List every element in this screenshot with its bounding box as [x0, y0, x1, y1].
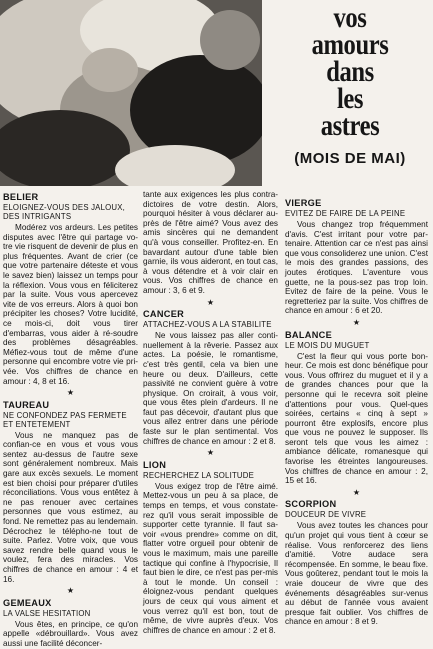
headline-subtitle: (MOIS DE MAI)	[294, 150, 406, 167]
sign-body: Vous avez toutes les chances pour qu'un projet qui vous tient à cœur se réalise. Vous renforcerez des liens d'amitié. Votre audace sera récompensée. En somme, le beau fixe. Vous goûterez, pendant tout le mois la vraie douceur de vivre que des événements désagréables sur-venus au début de l'année vous avaient presque fait oublier. Vos chiffres de chance en amour : 8 et 9.	[285, 521, 428, 627]
sign-scorpion	[285, 499, 428, 627]
star-separator: ★	[352, 487, 361, 497]
sign-taureau	[3, 400, 138, 585]
star-separator: ★	[206, 297, 215, 307]
headline-line: dans	[326, 55, 374, 88]
sign-subtitle: LA VALSE HESITATION	[3, 608, 91, 618]
sign-subtitle: EVITEZ DE FAIRE DE LA PEINE	[285, 209, 406, 218]
headline-line: les	[336, 82, 364, 115]
sign-name: LION	[143, 459, 167, 470]
sign-body: Ne vous laissez pas aller conti-nuellement à la rêverie. Passez aux actes. La poésie, le romantisme, c'est très gentil, cela va bien une heure ou deux. D'ailleurs, cette passivité ne convient guère à votre physique. On croirait, à vous voir, que vous êtes plein d'ardeurs. Il ne faut pas décevoir, d'autant plus que vous allez entrer dans une période faste sur le plan sentimental. Vos chiffres de chance en amour : 2 et 8.	[143, 331, 278, 446]
sign-cancer	[143, 309, 278, 446]
couple-photo	[0, 0, 262, 186]
sign-body: Vous ne manquez pas de confian-ce en vous et vous vous sentez au-dessus de l'autre sexe sont généralement nombreux. Mais gare aux excès sexuels. Le moment est bien choisi pour préparer d'utiles réconciliations. Vous vous entêtez à ne pas renouer avec certaines personnes que vous estimez, au fond. Ne remettez pas au lendemain. Décrochez le télépho-ne tout de suite. Parlez. Votre voix, que vous savez rendre belle quand vous le voulez, fera des miracles. Vos chiffres de chance en amour : 4 et 16.	[3, 430, 138, 584]
sign-vierge	[285, 198, 428, 316]
sign-lion	[143, 460, 278, 636]
sign-name: BALANCE	[285, 329, 333, 340]
headline-line: astres	[320, 109, 380, 142]
sign-body: Vous êtes, en principe, ce qu'on appelle «débrouillard». Vous avez aussi une facilité déconcer-	[3, 619, 138, 648]
headline-line: vos	[333, 1, 367, 34]
sign-name: CANCER	[143, 309, 185, 320]
sign-body: Modérez vos ardeurs. Les petites disputes avec l'être qui partage vo-tre vie risquent de devenir de plus en plus fréquentes. Avant de crier (ce que votre partenaire déteste et vous le savez bien) laissez un temps pour la réflexion. Vous vous en féliciterez par la suite. Vous vous apercevez vite de vos erreurs. Alors à quoi bon précipiter les choses? Votre lucidité, ce mois-ci, doit vous tirer d'embarras, vous aider à ré-soudre des problèmes désagréables. Méfiez-vous tout de même d'une personne qui encombre votre vie pri-vée. Vos chiffres de chance en amour : 4, 8 et 16.	[3, 223, 138, 386]
sign-body: Vous exigez trop de l'être aimé. Mettez-vous un peu à sa place, de temps en temps, et vous constate-rez qu'il vous serait impossible de supporter cette tyrannie. Il faut sa-voir «vous prendre» comme on dit, flatter votre orgueil pour obtenir de vous le maximum, mais une pareille tactique qui confine à l'hypocrisie, Il faut bien le dire, ce n'est pas per-mis à tout le monde. Un conseil : éloignez-vous pendant quelques jours de ceux qui vous aiment et vous verrez qu'il est bon, tout de même, de vivre auprès d'eux. Vos chiffres de chance en amour : 2 et 8.	[143, 481, 278, 635]
sign-subtitle: NE CONFONDEZ PAS FERMETE ET ENTETEMENT	[3, 410, 127, 429]
sign-name: VIERGE	[285, 198, 322, 208]
gemeaux-continuation: tante aux exigences les plus contra-dictoires de votre destin. Alors, pourquoi hésiter à vous déclarer au-près de l'être aimé? Vous avez des amis sincères qui ne demandent qu'à vous conseiller. Profitez-en. En bavardant autour d'une table bien garnie, ils vous aideront, en tout cas, à vous détendre et à voir clair en vous. Vos chiffres de chance en amour : 3, 6 et 9.	[143, 190, 278, 295]
star-separator: ★	[206, 448, 215, 458]
column-2	[143, 190, 278, 635]
sign-name: TAUREAU	[3, 399, 50, 410]
sign-body: C'est la fleur qui vous porte bon-heur. Ce mois est donc bénéfique pour vous. Vous offrirez du muguet et il y a de grandes chances pour que la personne qui le recevra soit pleine d'attentions pour vous. Quel-ques soirées, certains « cinq à sept » pourront être explosifs, encore plus que vous ne pouvez le supposer. Ils seront tels que vous les aimez : ambiance délicate, romanesque qui favorise les étreintes langoureuses. Vos chiffres de chance en amour : 2, 15 et 16.	[285, 351, 428, 486]
sign-subtitle: RECHERCHEZ LA SOLITUDE	[143, 470, 254, 480]
star-separator: ★	[66, 388, 75, 398]
star-separator: ★	[66, 586, 75, 596]
sign-name: SCORPION	[285, 499, 337, 510]
sign-name: GEMEAUX	[3, 597, 52, 608]
sign-subtitle: LE MOIS DU MUGUET	[285, 340, 370, 350]
sign-gemeaux	[3, 598, 138, 649]
headline-line: amours	[311, 28, 389, 61]
column-1	[3, 190, 138, 649]
sign-subtitle: ELOIGNEZ-VOUS DES JALOUX, DES INTRIGANTS	[3, 203, 125, 221]
sign-body: Vous changez trop fréquemment d'avis. C'est irritant pour votre par-tenaire. Attention car ce n'est pas ainsi que vous consoliderez une union. C'est le mois des grandes passions, des joutes érotiques. L'aventure vous guette, ne la pous-sez pas trop loin. Evitez de faire de la peine. Vous le regretteriez par la suite. Vos chiffres de chance en amour : 6 et 20.	[285, 220, 428, 316]
sign-subtitle: DOUCEUR DE VIVRE	[285, 510, 367, 520]
sign-name: BELIER	[3, 192, 39, 202]
sign-subtitle: ATTACHEZ-VOUS A LA STABILITE	[143, 320, 272, 330]
star-separator: ★	[352, 317, 361, 327]
sign-belier	[3, 192, 138, 386]
sign-balance	[285, 330, 428, 486]
column-3	[285, 196, 428, 627]
headline	[284, 1, 415, 142]
